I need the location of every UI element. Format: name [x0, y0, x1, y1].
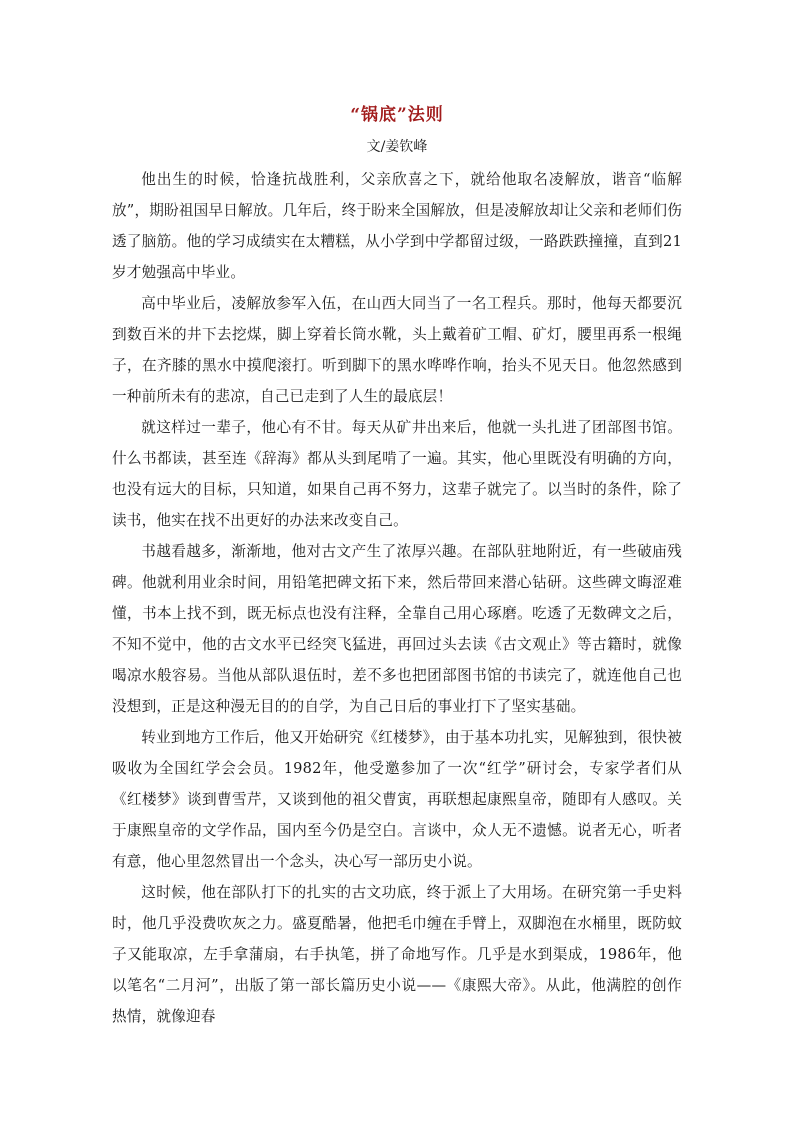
paragraph-1: 他出生的时候，恰逢抗战胜利，父亲欣喜之下，就给他取名凌解放，谐音“临解放”，期盼祖国早日解放。几年后，终于盼来全国解放，但是凌解放却让父亲和老师们伤透了脑筋。他的学习成绩实在太糟糕，从小学到中学都留过级，一路跌跌撞撞，直到21岁才勉强高中毕业。: [112, 171, 682, 281]
paragraph-2: 高中毕业后，凌解放参军入伍，在山西大同当了一名工程兵。那时，他每天都要沉到数百米的井下去挖煤，脚上穿着长筒水靴，头上戴着矿工帽、矿灯，腰里再系一根绳子，在齐膝的黑水中摸爬滚打。听到脚下的黑水哗哗作响，抬头不见天日。他忽然感到一种前所未有的悲凉，自己已走到了人生的最底层！: [112, 295, 682, 405]
paragraph-3: 就这样过一辈子，他心有不甘。每天从矿井出来后，他就一头扎进了团部图书馆。什么书都读，甚至连《辞海》都从头到尾啃了一遍。其实，他心里既没有明确的方向，也没有远大的目标，只知道，如果自己再不努力，这辈子就完了。以当时的条件，除了读书，他实在找不出更好的办法来改变自己。: [112, 419, 682, 529]
article-title: “锅底”法则: [350, 105, 444, 125]
paragraph-4: 书越看越多，渐渐地，他对古文产生了浓厚兴趣。在部队驻地附近，有一些破庙残碑。他就利用业余时间，用铅笔把碑文拓下来，然后带回来潜心钻研。这些碑文晦涩难懂，书本上找不到，既无标点也没有注释，全靠自己用心琢磨。吃透了无数碑文之后，不知不觉中，他的古文水平已经突飞猛进，再回过头去读《古文观止》等古籍时，就像喝凉水般容易。当他从部队退伍时，差不多也把团部图书馆的书读完了，就连他自己也没想到，正是这种漫无目的的自学，为自己日后的事业打下了坚实基础。: [112, 543, 682, 715]
paragraph-5: 转业到地方工作后，他又开始研究《红楼梦》，由于基本功扎实，见解独到，很快被吸收为全国红学会会员。1982年，他受邀参加了一次“红学”研讨会，专家学者们从《红楼梦》谈到曹雪芹，又谈到他的祖父曹寅，再联想起康熙皇帝，随即有人感叹。关于康熙皇帝的文学作品，国内至今仍是空白。言谈中，众人无不遗憾。说者无心，听者有意，他心里忽然冒出一个念头，决心写一部历史小说。: [112, 729, 682, 870]
paragraph-6: 这时候，他在部队打下的扎实的古文功底，终于派上了大用场。在研究第一手史料时，他几乎没费吹灰之力。盛夏酷暑，他把毛巾缠在手臂上，双脚泡在水桶里，既防蚊子又能取凉，左手拿蒲扇，右手执笔，拼了命地写作。几乎是水到渠成，1986年，他以笔名“二月河”，出版了第一部长篇历史小说——《康熙大帝》。从此，他满腔的创作热情，就像迎春: [112, 884, 682, 1025]
article-page: [112, 100, 682, 1032]
article-byline: 文/姜钦峰: [366, 139, 428, 155]
